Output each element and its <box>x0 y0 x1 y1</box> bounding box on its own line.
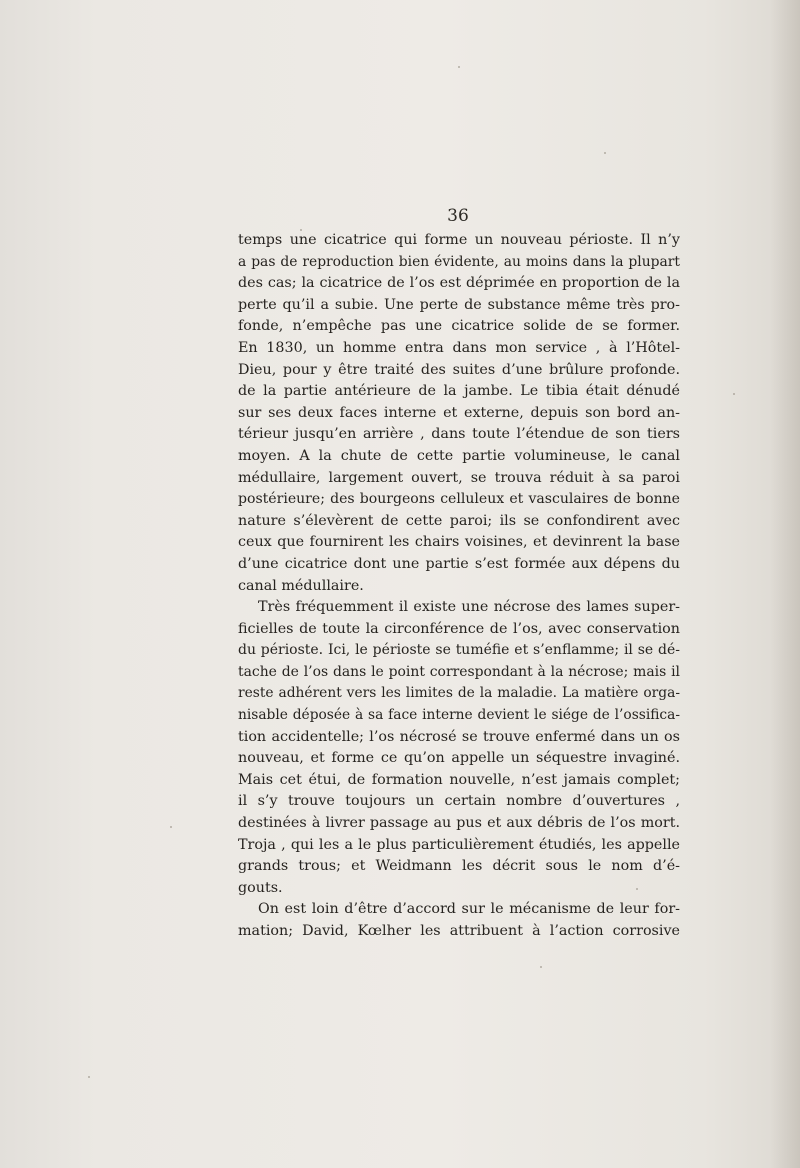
text-line: térieur jusqu’en arrière , dans toute l’étendue de son tiers <box>238 426 680 443</box>
text-line: médullaire, largement ouvert, se trouva réduit à sa paroi <box>238 469 680 486</box>
text-line: nature s’élevèrent de cette paroi; ils se confondirent avec <box>238 512 680 529</box>
paper-speck <box>540 966 542 968</box>
text-line: des cas; la cicatrice de l’os est déprimée en proportion de la <box>238 275 680 292</box>
paper-speck <box>170 826 172 828</box>
text-line: Troja , qui les a le plus particulièrement étudiés, les appelle <box>238 836 680 853</box>
text-line: En 1830, un homme entra dans mon service , à l’Hôtel- <box>238 339 680 356</box>
text-line: nouveau, et forme ce qu’on appelle un séquestre invaginé. <box>238 750 680 767</box>
text-line: sur ses deux faces interne et externe, depuis son bord an- <box>238 404 680 421</box>
text-line: tache de l’os dans le point correspondant à la nécrose; mais il <box>238 663 680 680</box>
text-line: d’une cicatrice dont une partie s’est formée aux dépens du <box>238 555 680 572</box>
text-line: du périoste. Ici, le périoste se tuméfie et s’enflamme; il se dé- <box>238 642 680 659</box>
body-text <box>238 230 680 943</box>
text-line: fonde, n’empêche pas une cicatrice solide de se former. <box>238 318 680 335</box>
text-line: Mais cet étui, de formation nouvelle, n’est jamais complet; <box>238 771 680 788</box>
paper-speck <box>88 1076 90 1078</box>
text-line: reste adhérent vers les limites de la maladie. La matière orga- <box>238 685 680 702</box>
text-line: il s’y trouve toujours un certain nombre d’ouvertures , <box>238 793 680 810</box>
page-edge-shadow <box>770 0 800 1168</box>
text-line: tion accidentelle; l’os nécrosé se trouve enfermé dans un os <box>238 728 680 745</box>
text-line: perte qu’il a subie. Une perte de substance même très pro- <box>238 296 680 313</box>
text-line: Très fréquemment il existe une nécrose des lames super- <box>258 599 680 616</box>
text-line: On est loin d’être d’accord sur le mécanisme de leur for- <box>258 901 680 918</box>
text-line: mation; David, Kœlher les attribuent à l’action corrosive <box>238 923 680 939</box>
text-line: ficielles de toute la circonférence de l’os, avec conservation <box>238 620 680 637</box>
text-line: Dieu, pour y être traité des suites d’une brûlure profonde. <box>238 361 680 378</box>
paper-speck <box>604 152 606 154</box>
text-line: a pas de reproduction bien évidente, au moins dans la plupart <box>238 253 680 270</box>
text-line: moyen. A la chute de cette partie volumineuse, le canal <box>238 447 680 464</box>
text-line: temps une cicatrice qui forme un nouveau périoste. Il n’y <box>238 232 680 248</box>
page-number: 36 <box>447 206 469 226</box>
text-line: postérieure; des bourgeons celluleux et vasculaires de bonne <box>238 491 680 508</box>
text-line: destinées à livrer passage au pus et aux débris de l’os mort. <box>238 815 680 832</box>
paper-speck <box>458 66 460 68</box>
text-line: canal médullaire. <box>238 577 364 594</box>
text-line: ceux que fournirent les chairs voisines, et devinrent la base <box>238 534 680 551</box>
text-line: nisable déposée à sa face interne devient le siége de l’ossifica- <box>238 707 680 724</box>
paper-speck <box>733 393 735 395</box>
text-line: de la partie antérieure de la jambe. Le tibia était dénudé <box>238 383 680 400</box>
text-line: grands trous; et Weidmann les décrit sous le nom d’é- <box>238 858 680 875</box>
text-line: gouts. <box>238 879 283 896</box>
